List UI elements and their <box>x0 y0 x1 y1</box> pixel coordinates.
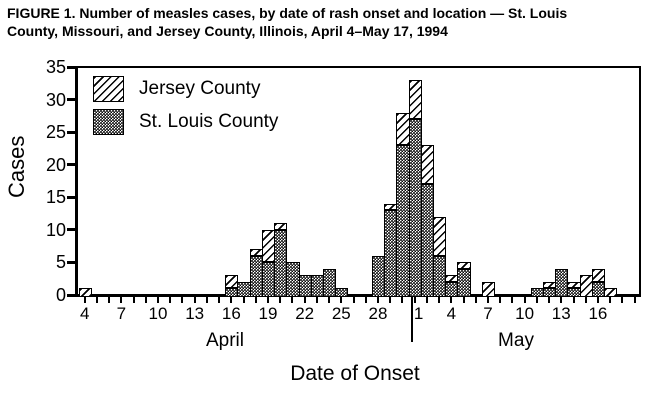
x-tick-day-24 <box>377 297 379 303</box>
x-tick-day-27 <box>414 297 416 303</box>
x-tick-day-1 <box>96 297 98 303</box>
bar-jersey-May-2 <box>421 145 434 184</box>
bar-jersey-May-14 <box>567 282 580 289</box>
x-tick-label-10-day36: 10 <box>515 304 535 323</box>
x-tick-day-28 <box>426 297 428 303</box>
y-tick-15 <box>67 196 75 199</box>
x-tick-label-19-day15: 19 <box>258 304 278 323</box>
x-tick-day-26 <box>401 297 403 303</box>
x-tick-label-7-day3: 7 <box>116 304 127 323</box>
bar-jersey-May-17 <box>604 288 617 297</box>
x-tick-day-16 <box>279 297 281 303</box>
x-tick-day-6 <box>157 297 159 303</box>
y-tick-label-0: 0 <box>55 285 66 305</box>
x-tick-day-29 <box>438 297 440 303</box>
bar-jersey-Apr-20 <box>274 223 287 230</box>
bar-jersey-Apr-19 <box>262 230 275 263</box>
x-tick-day-3 <box>120 297 122 303</box>
bar-stlouis-May-5 <box>457 269 470 297</box>
y-tick-label-20: 20 <box>45 154 66 175</box>
x-tick-day-15 <box>267 297 269 303</box>
x-tick-day-38 <box>548 297 550 303</box>
legend-item-stlouis <box>93 109 278 135</box>
legend-label-stlouis: St. Louis County <box>139 111 279 132</box>
month-label-april: April <box>205 330 244 351</box>
y-tick-label-15: 15 <box>45 187 66 208</box>
x-tick-day-43 <box>609 297 611 303</box>
x-tick-day-40 <box>573 297 575 303</box>
x-tick-day-22 <box>353 297 355 303</box>
bar-jersey-May-7 <box>482 282 495 297</box>
x-tick-day-44 <box>621 297 623 303</box>
x-tick-day-36 <box>524 297 526 303</box>
x-tick-label-16-day42: 16 <box>588 304 608 323</box>
x-tick-label-10-day6: 10 <box>148 304 168 323</box>
y-tick-label-25: 25 <box>45 122 66 143</box>
x-tick-label-4-day0: 4 <box>79 304 90 323</box>
x-tick-day-33 <box>487 297 489 303</box>
y-axis-label: Cases <box>4 135 29 198</box>
stlouis-dots-swatch <box>93 109 124 135</box>
figure-title: FIGURE 1. Number of measles cases, by date of rash onset and location — St. Louis County, Missouri, and Jersey County, Illinois, April 4–May 17, 1994 <box>7 5 568 39</box>
x-tick-day-25 <box>389 297 391 303</box>
x-tick-label-13-day39: 13 <box>551 304 571 323</box>
x-tick-day-2 <box>108 297 110 303</box>
legend-label-jersey: Jersey County <box>139 78 261 99</box>
x-tick-label-13-day9: 13 <box>185 304 205 323</box>
y-tick-35 <box>67 66 75 69</box>
x-tick-day-20 <box>328 297 330 303</box>
x-tick-day-41 <box>585 297 587 303</box>
bar-jersey-Apr-4 <box>79 288 92 297</box>
x-tick-day-23 <box>365 297 367 303</box>
x-tick-day-10 <box>206 297 208 303</box>
x-tick-day-8 <box>181 297 183 303</box>
x-tick-day-37 <box>536 297 538 303</box>
x-tick-day-35 <box>511 297 513 303</box>
x-tick-label-25-day21: 25 <box>331 304 351 323</box>
x-tick-day-17 <box>291 297 293 303</box>
y-tick-label-30: 30 <box>45 89 66 110</box>
bar-stlouis-May-1 <box>409 119 422 297</box>
bar-stlouis-Apr-19 <box>262 262 275 297</box>
x-tick-day-12 <box>230 297 232 303</box>
y-tick-label-35: 35 <box>45 57 66 78</box>
x-tick-day-19 <box>316 297 318 303</box>
x-tick-label-22-day18: 22 <box>295 304 315 323</box>
x-tick-label-28-day24: 28 <box>368 304 388 323</box>
legend-item-jersey <box>93 76 278 102</box>
x-tick-day-11 <box>218 297 220 303</box>
x-axis-title: Date of Onset <box>290 362 420 385</box>
x-tick-day-18 <box>304 297 306 303</box>
y-tick-0 <box>67 294 75 297</box>
x-tick-day-31 <box>463 297 465 303</box>
x-tick-day-21 <box>340 297 342 303</box>
x-tick-day-42 <box>597 297 599 303</box>
x-tick-day-9 <box>194 297 196 303</box>
y-tick-20 <box>67 163 75 166</box>
y-tick-label-5: 5 <box>55 252 66 273</box>
legend <box>93 76 278 142</box>
y-tick-30 <box>67 98 75 101</box>
y-tick-label-10: 10 <box>45 219 66 240</box>
y-tick-25 <box>67 131 75 134</box>
x-tick-day-39 <box>560 297 562 303</box>
x-tick-day-5 <box>145 297 147 303</box>
x-tick-label-7-day33: 7 <box>483 304 493 323</box>
bar-stlouis-Apr-25 <box>335 288 348 297</box>
jersey-hatch-swatch <box>93 76 124 102</box>
x-tick-day-45 <box>634 297 636 303</box>
x-tick-day-4 <box>133 297 135 303</box>
x-tick-day-14 <box>255 297 257 303</box>
y-tick-10 <box>67 228 75 231</box>
bar-jersey-May-16 <box>592 269 605 282</box>
bar-jersey-May-5 <box>457 262 470 269</box>
x-tick-day-0 <box>84 297 86 303</box>
month-label-may: May <box>498 330 534 351</box>
bar-jersey-May-1 <box>409 80 422 119</box>
x-tick-label-4-day30: 4 <box>446 304 457 323</box>
x-tick-day-7 <box>169 297 171 303</box>
x-tick-label-16-day12: 16 <box>221 304 241 323</box>
x-tick-day-13 <box>243 297 245 303</box>
x-tick-day-34 <box>499 297 501 303</box>
bar-stlouis-May-14 <box>567 288 580 297</box>
x-tick-label-1-day27: 1 <box>413 304 424 323</box>
x-tick-day-32 <box>475 297 477 303</box>
y-tick-5 <box>67 261 75 264</box>
bar-jersey-May-3 <box>433 217 446 256</box>
x-tick-day-30 <box>450 297 452 303</box>
